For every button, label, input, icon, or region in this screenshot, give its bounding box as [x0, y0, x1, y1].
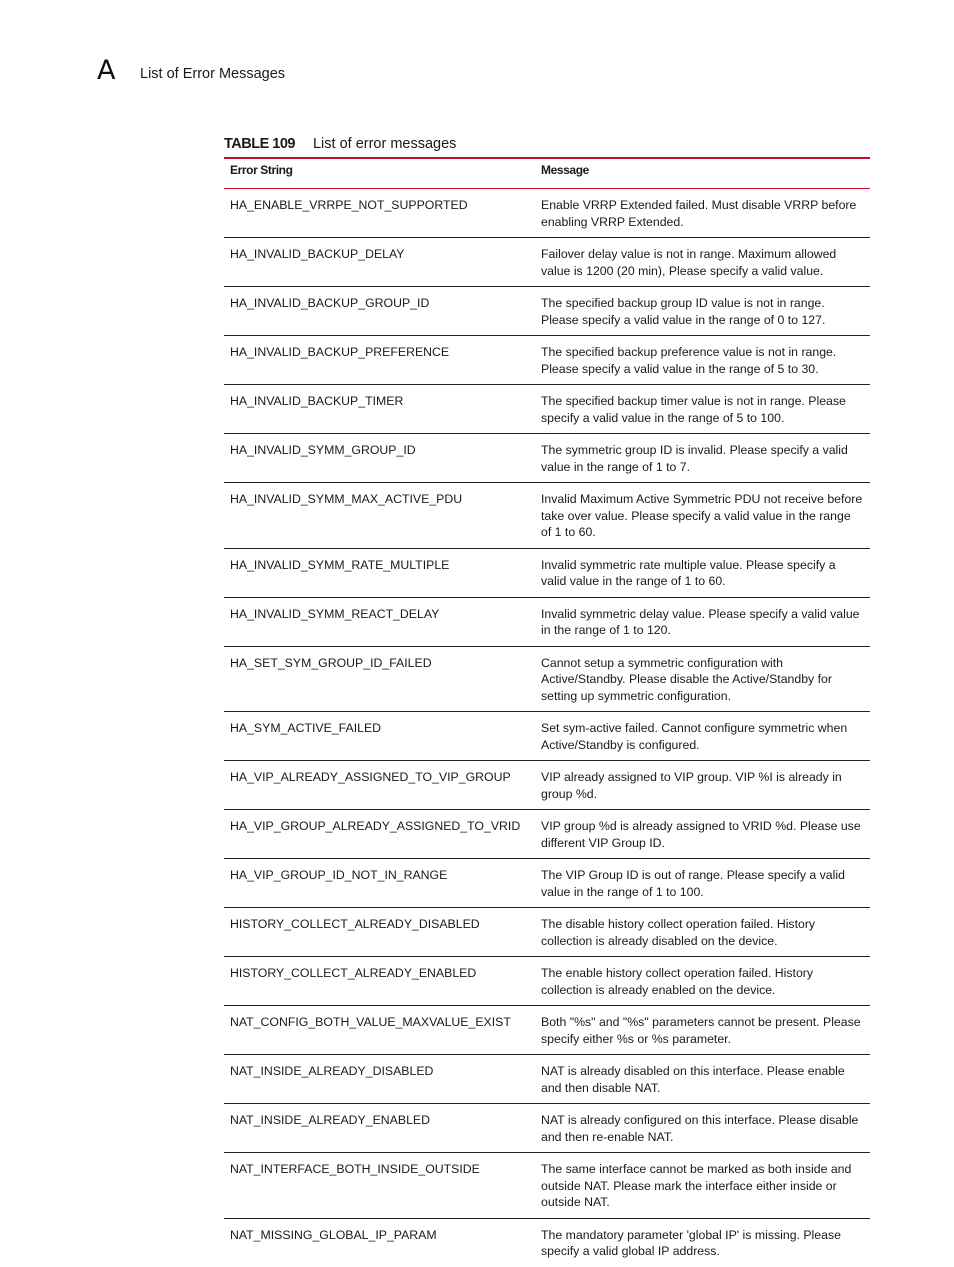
error-string-cell: HA_INVALID_SYMM_MAX_ACTIVE_PDU: [224, 483, 535, 549]
error-string-cell: HA_VIP_GROUP_ID_NOT_IN_RANGE: [224, 859, 535, 908]
error-string-cell: HA_INVALID_BACKUP_DELAY: [224, 238, 535, 287]
message-cell: The specified backup timer value is not in range. Please specify a valid value in the range of 5 to 100.: [535, 385, 870, 434]
table-row: [224, 712, 870, 761]
error-string-cell: NAT_INSIDE_ALREADY_DISABLED: [224, 1055, 535, 1104]
message-cell: Invalid symmetric delay value. Please specify a valid value in the range of 1 to 120.: [535, 597, 870, 646]
table-row: [224, 1218, 870, 1267]
error-string-cell: HA_VIP_GROUP_ALREADY_ASSIGNED_TO_VRID: [224, 810, 535, 859]
table-row: [224, 597, 870, 646]
message-cell: The specified backup group ID value is not in range. Please specify a valid value in the range of 0 to 127.: [535, 287, 870, 336]
message-cell: Cannot setup a symmetric configuration with Active/Standby. Please disable the Active/Standby for setting up symmetric configuration.: [535, 646, 870, 712]
error-string-cell: HA_INVALID_BACKUP_PREFERENCE: [224, 336, 535, 385]
table-row: [224, 238, 870, 287]
error-string-cell: HA_SET_SYM_GROUP_ID_FAILED: [224, 646, 535, 712]
table-row: [224, 1055, 870, 1104]
table-row: [224, 908, 870, 957]
message-cell: NAT is already disabled on this interface. Please enable and then disable NAT.: [535, 1055, 870, 1104]
message-cell: The same interface cannot be marked as both inside and outside NAT. Please mark the interface either inside or outside NAT.: [535, 1153, 870, 1219]
error-string-cell: NAT_CONFIG_BOTH_VALUE_MAXVALUE_EXIST: [224, 1006, 535, 1055]
table-row: [224, 483, 870, 549]
error-string-cell: HA_INVALID_BACKUP_TIMER: [224, 385, 535, 434]
table-row: [224, 1006, 870, 1055]
message-cell: NAT is already configured on this interface. Please disable and then re-enable NAT.: [535, 1104, 870, 1153]
message-cell: The specified backup preference value is not in range. Please specify a valid value in the range of 5 to 30.: [535, 336, 870, 385]
message-cell: Invalid Maximum Active Symmetric PDU not receive before take over value. Please specify a valid value in the range of 1 to 60.: [535, 483, 870, 549]
message-cell: Both "%s" and "%s" parameters cannot be present. Please specify either %s or %s parameter.: [535, 1006, 870, 1055]
appendix-letter: A: [97, 55, 116, 86]
table-row: [224, 810, 870, 859]
message-cell: Invalid symmetric rate multiple value. Please specify a valid value in the range of 1 to 60.: [535, 548, 870, 597]
column-header-error-string: Error String: [224, 158, 535, 189]
error-string-cell: HA_VIP_ALREADY_ASSIGNED_TO_VIP_GROUP: [224, 761, 535, 810]
message-cell: VIP already assigned to VIP group. VIP %I is already in group %d.: [535, 761, 870, 810]
table-row: [224, 385, 870, 434]
table-header-row: [224, 158, 870, 189]
table-row: [224, 646, 870, 712]
column-header-message: Message: [535, 158, 870, 189]
table-caption-label: TABLE 109: [224, 136, 295, 152]
message-cell: The VIP Group ID is out of range. Please specify a valid value in the range of 1 to 100.: [535, 859, 870, 908]
message-cell: Enable VRRP Extended failed. Must disable VRRP before enabling VRRP Extended.: [535, 189, 870, 238]
table-caption: [224, 134, 456, 154]
table-row: [224, 287, 870, 336]
table-row: [224, 189, 870, 238]
table-row: [224, 434, 870, 483]
table-row: [224, 336, 870, 385]
error-string-cell: NAT_INTERFACE_BOTH_INSIDE_OUTSIDE: [224, 1153, 535, 1219]
table-row: [224, 1104, 870, 1153]
error-string-cell: HISTORY_COLLECT_ALREADY_ENABLED: [224, 957, 535, 1006]
message-cell: The disable history collect operation failed. History collection is already disabled on the device.: [535, 908, 870, 957]
error-string-cell: HA_INVALID_SYMM_RATE_MULTIPLE: [224, 548, 535, 597]
table-caption-text: List of error messages: [312, 136, 457, 152]
message-cell: Failover delay value is not in range. Maximum allowed value is 1200 (20 min), Please specify a valid value.: [535, 238, 870, 287]
message-cell: Set sym-active failed. Cannot configure symmetric when Active/Standby is configured.: [535, 712, 870, 761]
message-cell: The mandatory parameter 'global IP' is missing. Please specify a valid global IP address.: [541, 1227, 841, 1258]
error-string-cell: HA_INVALID_BACKUP_GROUP_ID: [224, 287, 535, 336]
message-cell: The enable history collect operation failed. History collection is already enabled on the device.: [535, 957, 870, 1006]
table-row: [224, 1153, 870, 1219]
error-string-cell: NAT_MISSING_GLOBAL_IP_PARAM: [230, 1227, 437, 1242]
error-string-cell: HA_ENABLE_VRRPE_NOT_SUPPORTED: [224, 189, 535, 238]
error-string-cell: HA_INVALID_SYMM_GROUP_ID: [224, 434, 535, 483]
message-cell: VIP group %d is already assigned to VRID %d. Please use different VIP Group ID.: [535, 810, 870, 859]
error-string-cell: HA_INVALID_SYMM_REACT_DELAY: [224, 597, 535, 646]
table-row: [224, 859, 870, 908]
table-row: [224, 548, 870, 597]
error-string-cell: HISTORY_COLLECT_ALREADY_DISABLED: [224, 908, 535, 957]
table-row: [224, 957, 870, 1006]
error-string-cell: NAT_INSIDE_ALREADY_ENABLED: [224, 1104, 535, 1153]
error-string-cell: HA_SYM_ACTIVE_FAILED: [224, 712, 535, 761]
error-messages-table: [224, 157, 870, 1267]
table-body: [224, 189, 870, 1267]
section-title: List of Error Messages: [140, 66, 286, 82]
table-row: [224, 761, 870, 810]
message-cell: The symmetric group ID is invalid. Please specify a valid value in the range of 1 to 7.: [535, 434, 870, 483]
